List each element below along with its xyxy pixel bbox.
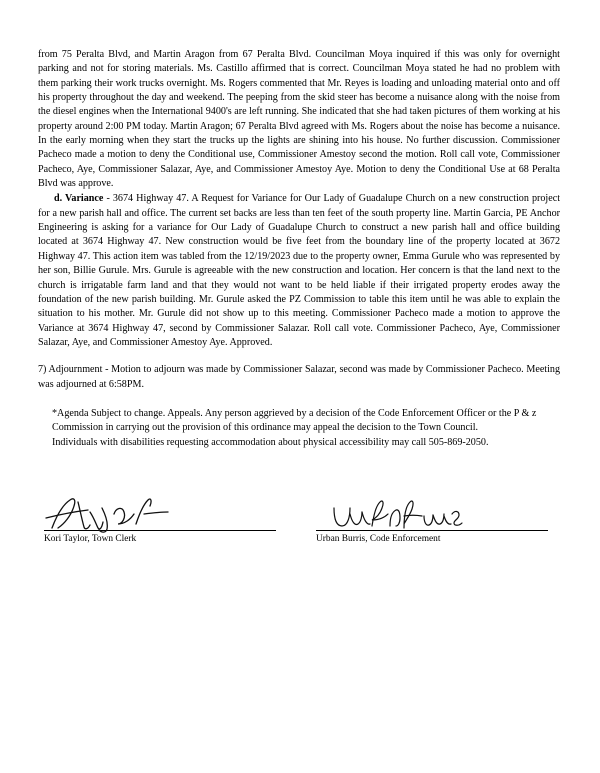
- footer-note-3: Individuals with disabilities requesting accommodation about physical accessibility may call 505-869-2050.: [52, 436, 489, 448]
- paragraph-continued: from 75 Peralta Blvd, and Martin Aragon from 67 Peralta Blvd. Councilman Moya inquired if this was only for overnight parking and not for storing materials. Ms. Castillo affirmed that is correct. Councilman Moya stated he had no problem with them parking their work trucks overnight. Ms. Rogers commented that Mr. Reyes is loading and unloading material onto and off his property throughout the day and weekend. The peeping from the skid steer has become a nuisance along with the noise from the diesel engines when the International 9400's are left running. She indicated that she had taken pictures of them working at his property around 2:00 PM today. Martin Aragon; 67 Peralta Blvd agreed with Ms. Rogers about the noise has become a nuisance. In the early morning when they start the trucks up the lights are shining into his house. No further discussion. Commissioner Pacheco made a motion to deny the Conditional use, Commissioner Amestoy second the motion. Roll call vote, Commissioner Pacheco, Aye, Commissioner Salazar, Aye, and Commissioner Amestoy Aye. Motion to deny the Conditional Use at 68 Peralta Blvd was approve.: [38, 49, 560, 190]
- footer-notes: [38, 407, 560, 450]
- agenda-item-variance-label: d. Variance: [54, 193, 104, 205]
- footer-note-1: *Agenda Subject to change. Appeals. Any person aggrieved by a decision of the Code Enforcement Officer or the P & z: [52, 407, 537, 419]
- agenda-item-variance: [38, 192, 560, 350]
- signature-block-town-clerk: [44, 496, 276, 545]
- signature-label-town-clerk: Kori Taylor, Town Clerk: [44, 533, 137, 544]
- signature-area: [38, 496, 560, 545]
- section-adjournment: 7) Adjournment - Motion to adjourn was made by Commissioner Salazar, second was made by Commissioner Pacheco. Meeting was adjourned at 6:58PM.: [38, 364, 560, 390]
- signature-mark-code-enforcement: [316, 496, 548, 530]
- signature-mark-town-clerk: [44, 496, 276, 530]
- signature-label-code-enforcement: Urban Burris, Code Enforcement: [316, 533, 441, 544]
- signature-block-code-enforcement: [316, 496, 548, 545]
- footer-note-2: Commission in carrying out the provision of this ordinance may appeal the decision to the Town Council.: [52, 422, 479, 434]
- agenda-item-variance-text: - 3674 Highway 47. A Request for Variance for Our Lady of Guadalupe Church on a new construction project for a new parish hall and office. The current set backs are less than ten feet of the south property line. Martin Garcia, PE Anchor Engineering is asking for a variance for Our Lady of Guadalupe Church to construct a new parish hall and office building located at 3674 Highway 47. New construction would be five feet from the boundary line of the property located at 3672 Highway 47. This action item was tabled from the 12/19/2023 due to the property owner, Emma Gurule who was represented by her son, Billie Gurule. Mrs. Gurule is agreeable with the new construction and location. Her concern is that the land next to the church is irrigatable farm land and that they would not want to be held liable if their irrigated property erodes away the foundation of the new parish building. Mr. Gurule asked the PZ Commission to table this item until he was able to explain the situation to his mother. Mr. Gurule did not show up to this meeting. Commissioner Pacheco made a motion to approve the Variance at 3674 Highway 47, second by Commissioner Salazar. Roll call vote. Commissioner Pacheco, Aye, Commissioner Salazar, Aye, and Commissioner Amestoy Aye. Approved.: [38, 193, 561, 348]
